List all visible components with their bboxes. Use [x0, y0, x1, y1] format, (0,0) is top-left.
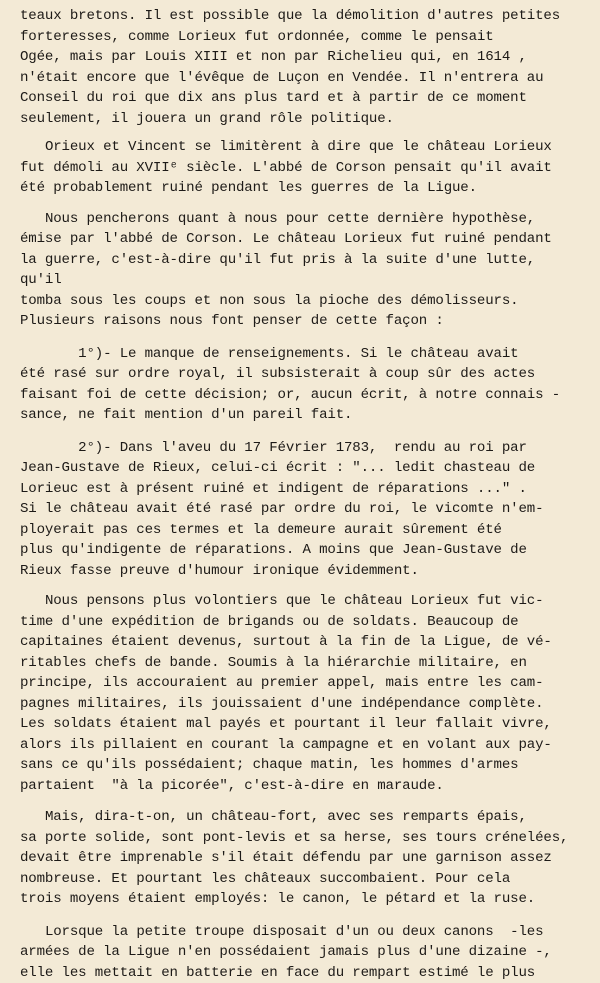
paragraph-8: Lorsque la petite troupe disposait d'un ou deux canons -les armées de la Ligue n'en possédaient jamais plus d'une dizaine -, elle les mettait en batterie en face du rempart estimé le plus [20, 922, 574, 983]
paragraph-6: Nous pensons plus volontiers que le château Lorieux fut vic- time d'une expédition de brigands ou de soldats. Beaucoup de capitaines étaient devenus, surtout à la fin de la Ligue, de vé- ritables chefs de bande. Soumis à la hiérarchie militaire, en principe, ils accouraient au premier appel, mais entre les cam- pagnes militaires, ils jouissaient d'une indépendance complète. Les soldats étaient mal payés et pourtant il leur fallait vivre, alors ils pillaient en courant la campagne et en volant aux pay- sans ce qu'ils possédaient; chaque matin, les hommes d'armes partaient "à la picorée", c'est-à-dire en maraude. [20, 591, 574, 796]
paragraph-7: Mais, dira-t-on, un château-fort, avec ses remparts épais, sa porte solide, sont pont-levis et sa herse, ses tours crénelées, devait être imprenable s'il était défendu par une garnison assez nombreuse. Et pourtant les châteaux succombaient. Pour cela trois moyens étaient employés: le canon, le pétard et la ruse. [20, 807, 574, 910]
paragraph-4-numbered-reason-1: 1°)- Le manque de renseignements. Si le château avait été rasé sur ordre royal, il subsisterait à coup sûr des actes faisant foi de cette décision; or, aucun écrit, à notre connais - sance, ne fait mention d'un pareil fait. [20, 344, 574, 426]
paragraph-5-numbered-reason-2: 2°)- Dans l'aveu du 17 Février 1783, rendu au roi par Jean-Gustave de Rieux, celui-ci écrit : "... ledit chasteau de Lorieuc est à présent ruiné et indigent de réparations ..." . Si le château avait été rasé par ordre du roi, le vicomte n'em- ployerait pas ces termes et la demeure aurait sûrement été plus qu'indigente de réparations. A moins que Jean-Gustave de Rieux fasse preuve d'humour ironique évidemment. [20, 438, 574, 582]
paragraph-2: Orieux et Vincent se limitèrent à dire que le château Lorieux fut démoli au XVIIᵉ siècle. L'abbé de Corson pensait qu'il avait été probablement ruiné pendant les guerres de la Ligue. [20, 137, 574, 199]
paragraph-1: teaux bretons. Il est possible que la démolition d'autres petites forteresses, comme Lorieux fut ordonnée, comme le pensait Ogée, mais par Louis XIII et non par Richelieu qui, en 1614 , n'était encore que l'évêque de Luçon en Vendée. Il n'entrera au Conseil du roi que dix ans plus tard et à partir de ce moment seulement, il jouera un grand rôle politique. [20, 6, 574, 129]
paragraph-3: Nous pencherons quant à nous pour cette dernière hypothèse, émise par l'abbé de Corson. Le château Lorieux fut ruiné pendant la guerre, c'est-à-dire qu'il fut pris à la suite d'une lutte, qu'il tomba sous les coups et non sous la pioche des démolisseurs. Plusieurs raisons nous font penser de cette façon : [20, 209, 574, 332]
